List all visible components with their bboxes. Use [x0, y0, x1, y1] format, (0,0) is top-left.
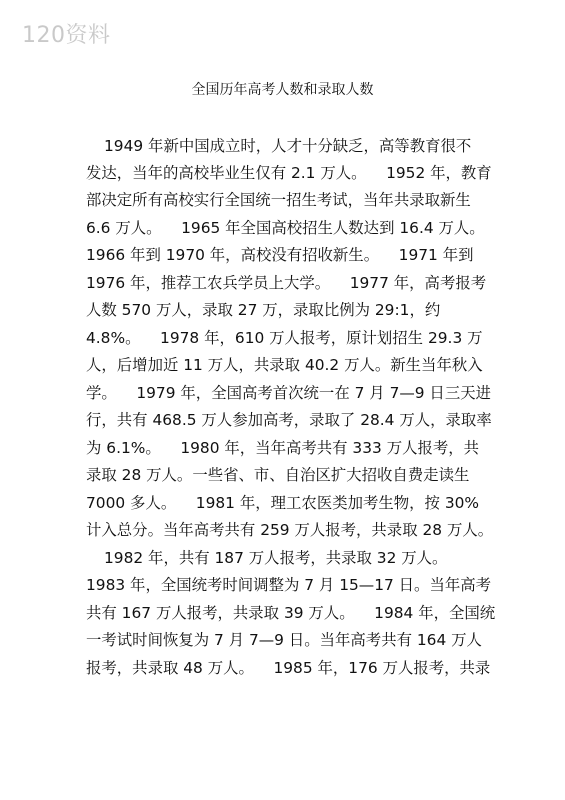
paragraph-line: 录取 28 万人。一些省、市、自治区扩大招收自费走读生	[86, 466, 470, 484]
paragraph-line: 1982 年，共有 187 万人报考，共录取 32 万人。	[104, 549, 448, 567]
paragraph-line: 7000 多人。 1981 年，理工农医类加考生物，按 30%	[86, 494, 480, 512]
paragraph-line: 为 6.1%。 1980 年，当年高考共有 333 万人报考，共	[86, 439, 480, 457]
paragraph-line: 1966 年到 1970 年，高校没有招收新生。 1971 年到	[86, 246, 474, 264]
paragraph-line: 6.6 万人。 1965 年全国高校招生人数达到 16.4 万人。	[86, 219, 485, 237]
paragraph-line: 1949 年新中国成立时，人才十分缺乏，高等教育很不	[104, 137, 472, 155]
paragraph-line: 学。 1979 年，全国高考首次统一在 7 月 7—9 日三天进	[86, 384, 491, 402]
paragraph-line: 一考试时间恢复为 7 月 7—9 日。当年高考共有 164 万人	[86, 631, 482, 649]
paragraph-line: 报考，共录取 48 万人。 1985 年，176 万人报考，共录	[86, 659, 491, 677]
paragraph-line: 发达，当年的高校毕业生仅有 2.1 万人。 1952 年，教育	[86, 164, 492, 182]
paragraph-line: 计入总分。当年高考共有 259 万人报考，共录取 28 万人。	[86, 521, 494, 539]
paragraph-line: 行，共有 468.5 万人参加高考，录取了 28.4 万人，录取率	[86, 411, 492, 429]
paragraph-line: 人，后增加近 11 万人，共录取 40.2 万人。新生当年秋入	[86, 356, 483, 374]
paragraph-line: 部决定所有高校实行全国统一招生考试，当年共录取新生	[86, 191, 471, 209]
watermark: 120资料	[22, 23, 111, 48]
paragraph-line: 1983 年，全国统考时间调整为 7 月 15—17 日。当年高考	[86, 576, 492, 594]
paragraph-line: 4.8%。 1978 年，610 万人报考，原计划招生 29.3 万	[86, 329, 483, 347]
document-title: 全国历年高考人数和录取人数	[191, 82, 374, 98]
paragraph-line: 共有 167 万人报考，共录取 39 万人。 1984 年，全国统	[86, 604, 496, 622]
paragraph-line: 1976 年，推荐工农兵学员上大学。 1977 年，高考报考	[86, 274, 487, 292]
paragraph-line: 人数 570 万人，录取 27 万，录取比例为 29:1，约	[86, 301, 441, 319]
